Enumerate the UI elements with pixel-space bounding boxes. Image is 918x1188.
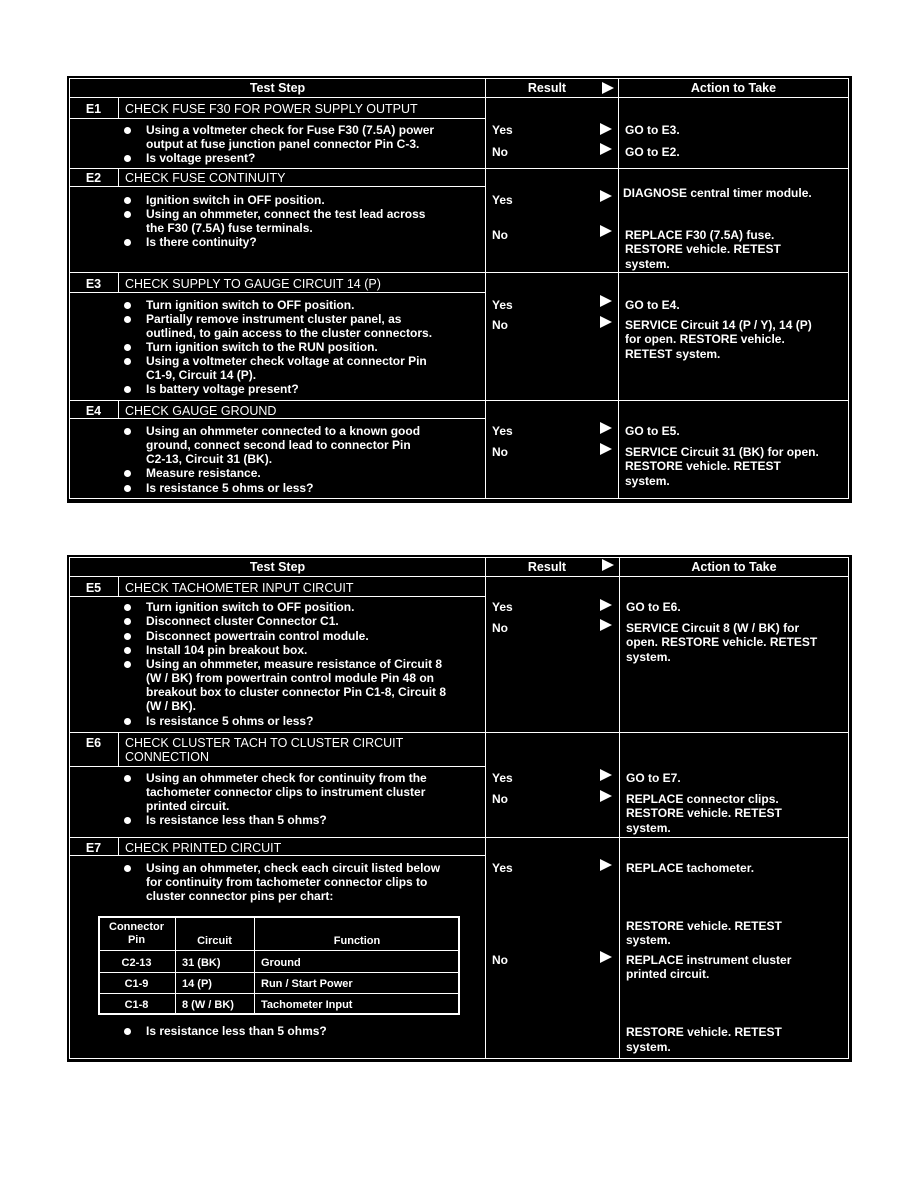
- chart-row-1-circuit: 31 (BK): [182, 957, 221, 969]
- header-test-step: Test Step: [249, 560, 306, 574]
- e3-bullet-4b: C1-9, Circuit 14 (P).: [146, 368, 257, 382]
- bullet-icon: [124, 386, 131, 393]
- header-action: Action to Take: [690, 81, 777, 95]
- arrow-icon: [600, 790, 612, 802]
- bullet-icon: [124, 604, 131, 611]
- bullet-icon: [124, 1028, 131, 1035]
- arrow-icon: [600, 190, 612, 202]
- e1-bullet-1a: Using a voltmeter check for Fuse F30 (7.5A) power: [146, 123, 435, 137]
- e3-action-no-3: RETEST system.: [625, 347, 721, 361]
- bullet-icon: [124, 661, 131, 668]
- chart-row-1-function: Ground: [261, 957, 301, 969]
- chart-row-3-function: Tachometer Input: [261, 999, 353, 1011]
- e3-bullet-2b: outlined, to gain access to the cluster connectors.: [146, 326, 433, 340]
- chart-header-pin-2: Pin: [127, 934, 146, 946]
- e2-result-yes: Yes: [492, 193, 513, 207]
- bullet-icon: [124, 817, 131, 824]
- bullet-icon: [124, 155, 131, 162]
- e5-bullet-4: Install 104 pin breakout box.: [146, 643, 308, 657]
- e7-action-no-3: RESTORE vehicle. RETEST: [626, 1025, 782, 1039]
- chart-row-3-circuit: 8 (W / BK): [182, 999, 234, 1011]
- e6-result-cell: [485, 732, 620, 838]
- e7-step-id: E7: [85, 841, 102, 855]
- chart-row-1-pin: C2-13: [121, 957, 152, 969]
- chart-header-pin-1: Connector: [109, 921, 164, 933]
- e1-bullet-2: Is voltage present?: [146, 151, 256, 165]
- e3-bullet-3: Turn ignition switch to the RUN position.: [146, 340, 378, 354]
- e2-bullet-1: Ignition switch in OFF position.: [146, 193, 325, 207]
- bullet-icon: [124, 470, 131, 477]
- bullet-icon: [124, 618, 131, 625]
- arrow-icon: [600, 422, 612, 434]
- bullet-icon: [124, 775, 131, 782]
- e6-step-title-2: CONNECTION: [125, 750, 210, 764]
- e5-action-yes: GO to E6.: [626, 600, 681, 614]
- bullet-icon: [124, 302, 131, 309]
- bullet-icon: [124, 485, 131, 492]
- arrow-icon: [600, 859, 612, 871]
- bullet-icon: [124, 316, 131, 323]
- e6-bullet-1c: printed circuit.: [146, 799, 230, 813]
- e7-result-yes: Yes: [492, 861, 513, 875]
- arrow-icon: [600, 599, 612, 611]
- e3-action-yes: GO to E4.: [625, 298, 680, 312]
- header-result: Result: [527, 560, 567, 574]
- chart-row-2-function: Run / Start Power: [261, 978, 353, 990]
- e3-bullet-1: Turn ignition switch to OFF position.: [146, 298, 355, 312]
- e2-action-yes: DIAGNOSE central timer module.: [623, 186, 812, 200]
- arrow-icon: [602, 82, 614, 94]
- e7-action-yes-1: REPLACE tachometer.: [626, 861, 755, 875]
- e3-result-yes: Yes: [492, 298, 513, 312]
- e4-bullet-1a: Using an ohmmeter connected to a known good: [146, 424, 421, 438]
- e5-action-no-3: system.: [626, 650, 671, 664]
- arrow-icon: [600, 123, 612, 135]
- arrow-icon: [600, 619, 612, 631]
- e6-step-title-1: CHECK CLUSTER TACH TO CLUSTER CIRCUIT: [125, 736, 404, 750]
- e5-step-id: E5: [85, 581, 102, 595]
- e2-bullet-2a: Using an ohmmeter, connect the test lead across: [146, 207, 426, 221]
- header-result: Result: [527, 81, 567, 95]
- e7-action-no-2: printed circuit.: [626, 967, 710, 981]
- e5-bullet-5a: Using an ohmmeter, measure resistance of Circuit 8: [146, 657, 443, 671]
- e4-step-id: E4: [85, 404, 102, 418]
- e4-action-no-1: SERVICE Circuit 31 (BK) for open.: [625, 445, 819, 459]
- arrow-icon: [600, 769, 612, 781]
- e1-result-no: No: [492, 145, 508, 159]
- e5-bullet-6: Is resistance 5 ohms or less?: [146, 714, 314, 728]
- e6-result-no: No: [492, 792, 508, 806]
- e7-bullet-1c: cluster connector pins per chart:: [146, 889, 334, 903]
- e6-action-no-1: REPLACE connector clips.: [626, 792, 779, 806]
- e4-result-yes: Yes: [492, 424, 513, 438]
- e5-bullet-5b: (W / BK) from powertrain control module Pin 48 on: [146, 671, 435, 685]
- e4-bullet-3: Is resistance 5 ohms or less?: [146, 481, 314, 495]
- e5-action-no-2: open. RESTORE vehicle. RETEST: [626, 635, 818, 649]
- e5-action-no-1: SERVICE Circuit 8 (W / BK) for: [626, 621, 800, 635]
- e5-bullet-1: Turn ignition switch to OFF position.: [146, 600, 355, 614]
- e4-bullet-1c: C2-13, Circuit 31 (BK).: [146, 452, 273, 466]
- chart-row-2-pin: C1-9: [124, 978, 149, 990]
- bullet-icon: [124, 358, 131, 365]
- e1-step-id: E1: [85, 102, 102, 116]
- e5-bullet-5c: breakout box to cluster connector Pin C1-8, Circuit 8: [146, 685, 447, 699]
- e6-bullet-1b: tachometer connector clips to instrument cluster: [146, 785, 426, 799]
- chart-header-circuit: Circuit: [197, 935, 232, 947]
- e7-step-title: CHECK PRINTED CIRCUIT: [125, 841, 282, 855]
- arrow-icon: [600, 225, 612, 237]
- e5-result-no: No: [492, 621, 508, 635]
- e4-action-no-2: RESTORE vehicle. RETEST: [625, 459, 781, 473]
- bullet-icon: [124, 865, 131, 872]
- e3-step-title: CHECK SUPPLY TO GAUGE CIRCUIT 14 (P): [125, 277, 381, 291]
- arrow-icon: [600, 951, 612, 963]
- arrow-icon: [600, 295, 612, 307]
- e5-bullet-5d: (W / BK).: [146, 699, 196, 713]
- e4-action-yes: GO to E5.: [625, 424, 680, 438]
- e5-bullet-3: Disconnect powertrain control module.: [146, 629, 369, 643]
- arrow-icon: [600, 143, 612, 155]
- e3-bullet-4a: Using a voltmeter check voltage at connector Pin: [146, 354, 427, 368]
- e3-result-cell: [485, 272, 619, 401]
- bullet-icon: [124, 197, 131, 204]
- bullet-icon: [124, 239, 131, 246]
- header-test-step: Test Step: [249, 81, 306, 95]
- e2-bullet-3: Is there continuity?: [146, 235, 257, 249]
- e7-action-yes-2: RESTORE vehicle. RETEST: [626, 919, 782, 933]
- e6-action-no-2: RESTORE vehicle. RETEST: [626, 806, 782, 820]
- bullet-icon: [124, 428, 131, 435]
- e7-bullet-1b: for continuity from tachometer connector clips to: [146, 875, 428, 889]
- e3-result-no: No: [492, 318, 508, 332]
- bullet-icon: [124, 647, 131, 654]
- arrow-icon: [602, 559, 614, 571]
- e3-bullet-2a: Partially remove instrument cluster panel, as: [146, 312, 402, 326]
- e4-bullet-1b: ground, connect second lead to connector Pin: [146, 438, 411, 452]
- e4-result-no: No: [492, 445, 508, 459]
- arrow-icon: [600, 316, 612, 328]
- e6-step-id: E6: [85, 736, 102, 750]
- e2-step-title: CHECK FUSE CONTINUITY: [125, 171, 286, 185]
- header-action: Action to Take: [691, 560, 777, 574]
- e2-result-cell: [485, 168, 619, 273]
- chart-row-3-pin: C1-8: [124, 999, 149, 1011]
- arrow-icon: [600, 443, 612, 455]
- e7-result-no: No: [492, 953, 508, 967]
- connector-chart: [98, 916, 460, 1015]
- e4-bullet-2: Measure resistance.: [146, 466, 261, 480]
- e2-action-no-2: RESTORE vehicle. RETEST: [625, 242, 781, 256]
- chart-row-2-circuit: 14 (P): [182, 978, 212, 990]
- e3-step-id: E3: [85, 277, 102, 291]
- bullet-icon: [124, 211, 131, 218]
- e1-result-yes: Yes: [492, 123, 513, 137]
- e2-step-id: E2: [85, 171, 102, 185]
- diagnostic-table-1: [67, 76, 852, 503]
- e7-bullet-1a: Using an ohmmeter, check each circuit listed below: [146, 861, 441, 875]
- e6-result-yes: Yes: [492, 771, 513, 785]
- e7-bullet-2: Is resistance less than 5 ohms?: [146, 1024, 327, 1038]
- e6-bullet-2: Is resistance less than 5 ohms?: [146, 813, 327, 827]
- e4-step-title: CHECK GAUGE GROUND: [125, 404, 277, 418]
- diagnostic-table-2: [67, 555, 852, 1062]
- e1-bullet-1b: output at fuse junction panel connector Pin C-3.: [146, 137, 420, 151]
- e5-step-title: CHECK TACHOMETER INPUT CIRCUIT: [125, 581, 354, 595]
- bullet-icon: [124, 718, 131, 725]
- bullet-icon: [124, 344, 131, 351]
- bullet-icon: [124, 127, 131, 134]
- e3-bullet-5: Is battery voltage present?: [146, 382, 299, 396]
- e1-step-title: CHECK FUSE F30 FOR POWER SUPPLY OUTPUT: [125, 102, 418, 116]
- e2-result-no: No: [492, 228, 508, 242]
- chart-header-function: Function: [333, 935, 381, 947]
- e1-action-yes: GO to E3.: [625, 123, 680, 137]
- e7-action-no-4: system.: [626, 1040, 671, 1054]
- e5-result-yes: Yes: [492, 600, 513, 614]
- e5-bullet-2: Disconnect cluster Connector C1.: [146, 614, 339, 628]
- bullet-icon: [124, 633, 131, 640]
- e2-action-no-3: system.: [625, 257, 670, 271]
- e7-action-yes-3: system.: [626, 933, 671, 947]
- e7-action-no-1: REPLACE instrument cluster: [626, 953, 792, 967]
- e3-action-no-2: for open. RESTORE vehicle.: [625, 332, 785, 346]
- e1-action-no: GO to E2.: [625, 145, 680, 159]
- e3-action-no-1: SERVICE Circuit 14 (P / Y), 14 (P): [625, 318, 812, 332]
- e4-action-no-3: system.: [625, 474, 670, 488]
- e6-bullet-1a: Using an ohmmeter check for continuity from the: [146, 771, 427, 785]
- e6-action-no-3: system.: [626, 821, 671, 835]
- e2-action-no-1: REPLACE F30 (7.5A) fuse.: [625, 228, 775, 242]
- e2-bullet-2b: the F30 (7.5A) fuse terminals.: [146, 221, 313, 235]
- e6-action-yes: GO to E7.: [626, 771, 681, 785]
